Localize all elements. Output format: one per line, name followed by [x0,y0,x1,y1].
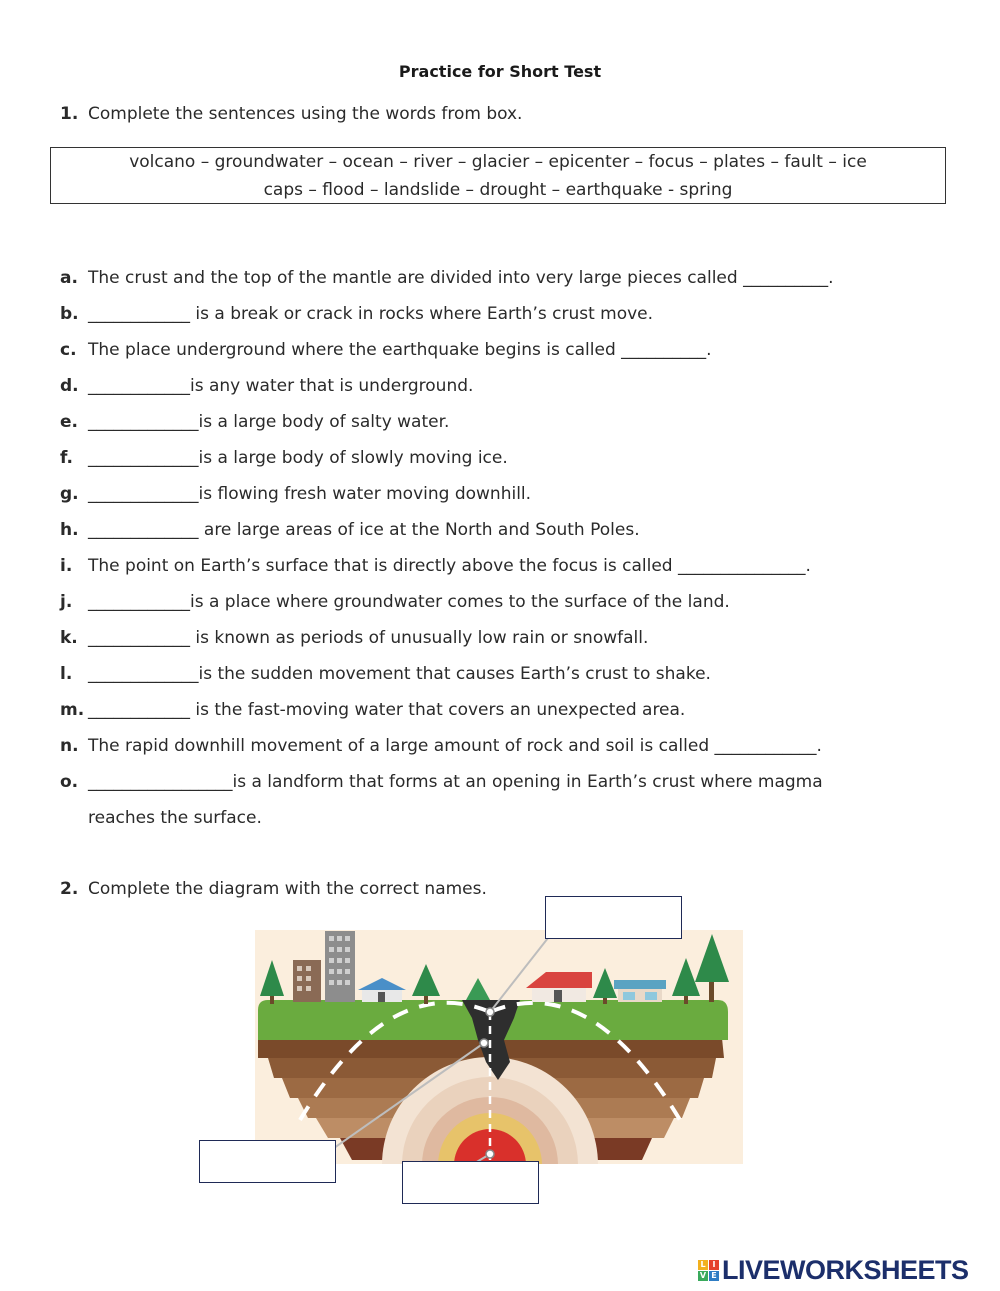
page-title: Practice for Short Test [398,62,602,81]
sentence-text: The rapid downhill movement of a large amount of rock and soil is called ____________. [88,736,822,756]
sentence-text: The point on Earth’s surface that is directly above the focus is called _______________. [88,556,811,576]
fault-marker [480,1039,488,1047]
sentence-letter: b. [60,304,79,324]
question-2-instruction: Complete the diagram with the correct names. [88,879,487,899]
focus-marker [486,1150,494,1158]
sentence-text: ____________is any water that is underground. [88,376,474,396]
word-box-line-2: caps – flood – landslide – drought – earthquake - spring [263,180,733,200]
sentence-text: The place underground where the earthquake begins is called __________. [88,340,712,360]
shop-awning [614,980,666,989]
sentence-letter: l. [60,664,73,684]
sentence-text: _____________is the sudden movement that causes Earth’s crust to shake. [88,664,711,684]
question-1-number: 1. [60,104,79,124]
sentence-letter: c. [60,340,77,360]
sentence-text: _____________is a large body of slowly moving ice. [88,448,508,468]
sentence-text: _________________is a landform that forms at an opening in Earth’s crust where magma [88,772,823,792]
question-2-number: 2. [60,879,79,899]
word-box-line-1: volcano – groundwater – ocean – river – glacier – epicenter – focus – plates – fault – ice [129,152,867,172]
sentence-text: ____________is a place where groundwater comes to the surface of the land. [88,592,730,612]
question-1-instruction: Complete the sentences using the words from box. [88,104,523,124]
sentence-letter: a. [60,268,78,288]
sentence-letter: i. [60,556,73,576]
sentence-letter: e. [60,412,78,432]
logo-cube-icon: L I V E [698,1260,719,1281]
answer-box-bottom-left[interactable] [199,1140,336,1183]
logo-text: LIVEWORKSHEETS [722,1254,969,1285]
sentence-letter: g. [60,484,79,504]
sentence-letter: n. [60,736,79,756]
sentence-text: _____________is flowing fresh water moving downhill. [88,484,532,504]
sentence-text: _____________is a large body of salty water. [88,412,450,432]
sentence-text: ____________ is known as periods of unusually low rain or snowfall. [88,628,649,648]
answer-box-bottom-center[interactable] [402,1161,539,1204]
building-grey-tall [325,931,355,1002]
sentence-text: _____________ are large areas of ice at the North and South Poles. [88,520,640,540]
liveworksheets-logo [698,1255,969,1285]
sentence-text: The crust and the top of the mantle are divided into very large pieces called __________. [88,268,834,288]
sentence-text: ____________ is a break or crack in rocks where Earth’s crust move. [88,304,654,324]
sentence-letter: k. [60,628,78,648]
sentence-letter: f. [60,448,73,468]
epicenter-marker [486,1008,494,1016]
sentence-letter: h. [60,520,79,540]
answer-box-top-right[interactable] [545,896,682,939]
sentence-text: ____________ is the fast-moving water that covers an unexpected area. [88,700,686,720]
sentence-letter: o. [60,772,79,792]
sentence-continuation: reaches the surface. [88,808,262,828]
sentence-letter: d. [60,376,79,396]
sentence-letter: m. [60,700,85,720]
sentence-letter: j. [60,592,73,612]
